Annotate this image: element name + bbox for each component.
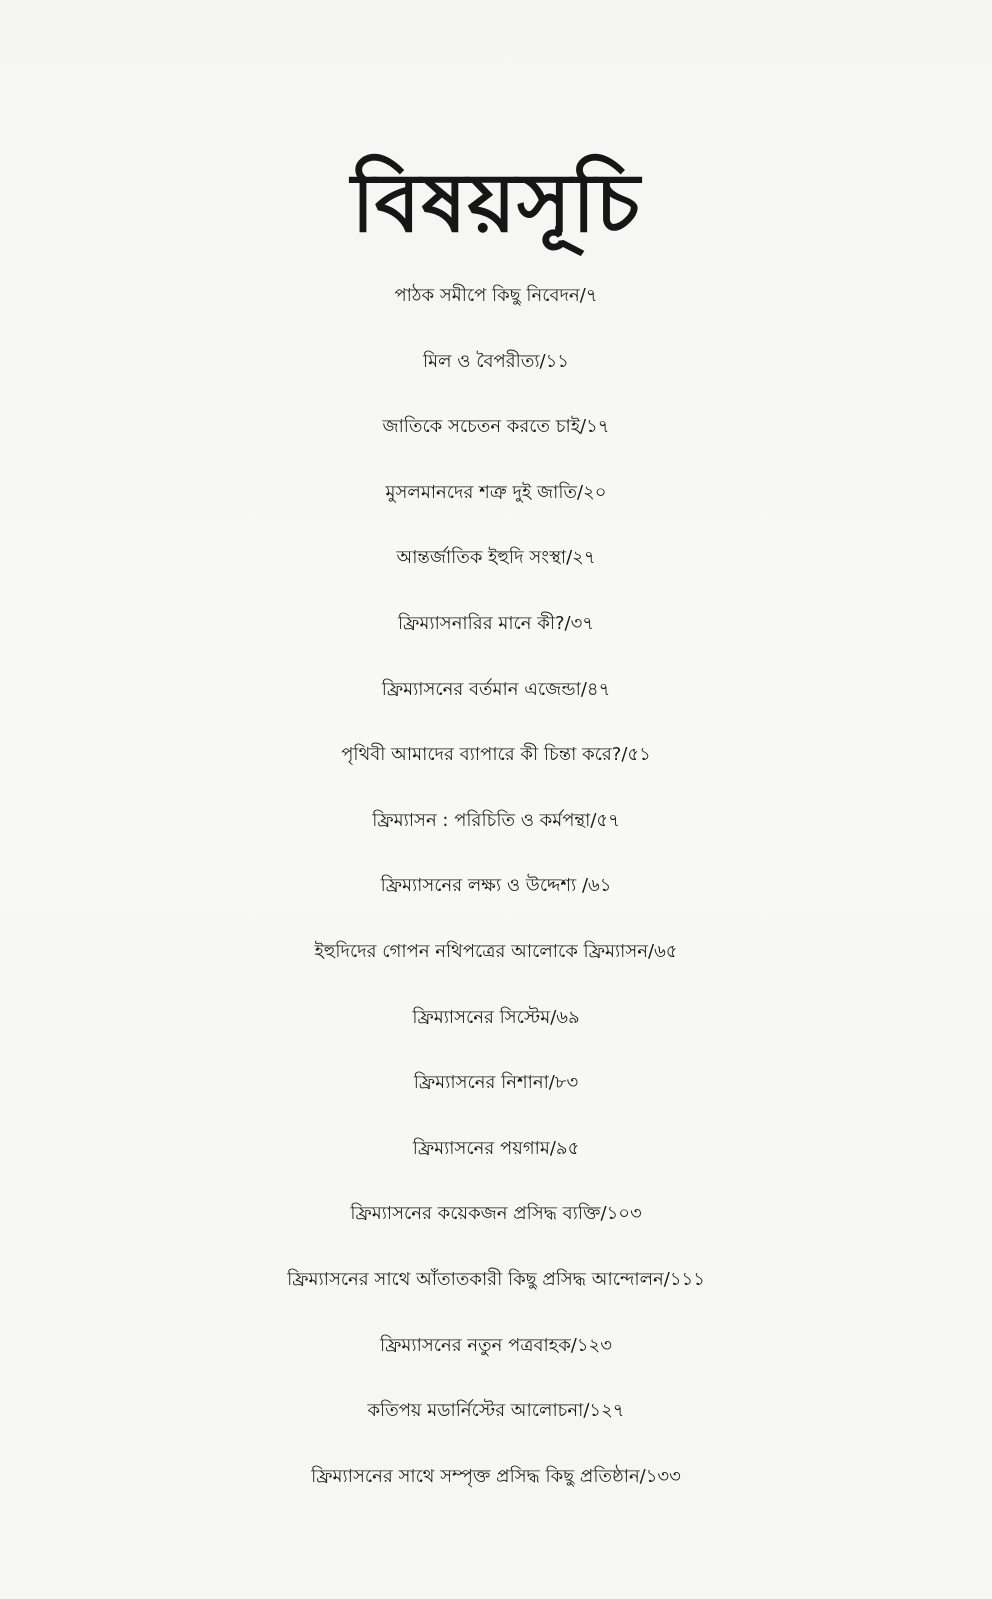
toc-entry: আন্তর্জাতিক ইহুদি সংস্থা/২৭ [396, 547, 596, 569]
toc-entry: ফ্রিম্যাসনের সাথে আঁতাতকারী কিছু প্রসিদ্ধ আন্দোলন/১১১ [287, 1268, 705, 1290]
toc-entry: পাঠক সমীপে কিছু নিবেদন/৭ [394, 285, 598, 306]
toc-entry: মুসলমানদের শত্রু দুই জাতি/২০ [385, 481, 607, 503]
page-title: বিষয়সূচি [351, 155, 641, 251]
toc-entry: ফ্রিম্যাসনের কয়েকজন প্রসিদ্ধ ব্যক্তি/১০৩ [350, 1203, 642, 1225]
table-of-contents [0, 270, 992, 1516]
toc-entry: ফ্রিম্যাসনের পয়গাম/৯৫ [412, 1137, 580, 1159]
toc-entry: ফ্রিম্যাসন : পরিচিতি ও কর্মপন্থা/৫৭ [372, 809, 620, 831]
toc-entry: ফ্রিম্যাসনের সিস্টেম/৬৯ [412, 1006, 580, 1028]
toc-entry: জাতিকে সচেতন করতে চাই/১৭ [382, 416, 610, 438]
toc-entry: ফ্রিম্যাসনের নিশানা/৮৩ [413, 1072, 579, 1094]
toc-entry: ফ্রিম্যাসনারির মানে কী?/৩৭ [397, 612, 595, 634]
toc-entry: ইহুদিদের গোপন নথিপত্রের আলোকে ফ্রিম্যাসন/৬৫ [314, 940, 678, 962]
toc-entry: ফ্রিম্যাসনের সাথে সম্পৃক্ত প্রসিদ্ধ কিছু প্রতিষ্ঠান/১৩৩ [311, 1465, 681, 1487]
toc-entry: পৃথিবী আমাদের ব্যাপারে কী চিন্তা করে?/৫১ [341, 744, 651, 766]
toc-entry: ফ্রিম্যাসনের নতুন পত্রবাহক/১২৩ [380, 1334, 612, 1356]
toc-entry: কতিপয় মডার্নিস্টের আলোচনা/১২৭ [367, 1400, 625, 1422]
toc-entry: ফ্রিম্যাসনের বর্তমান এজেন্ডা/৪৭ [381, 678, 611, 700]
toc-entry: ফ্রিম্যাসনের লক্ষ্য ও উদ্দেশ্য /৬১ [380, 875, 612, 897]
toc-entry: মিল ও বৈপরীত্য/১১ [423, 350, 569, 372]
